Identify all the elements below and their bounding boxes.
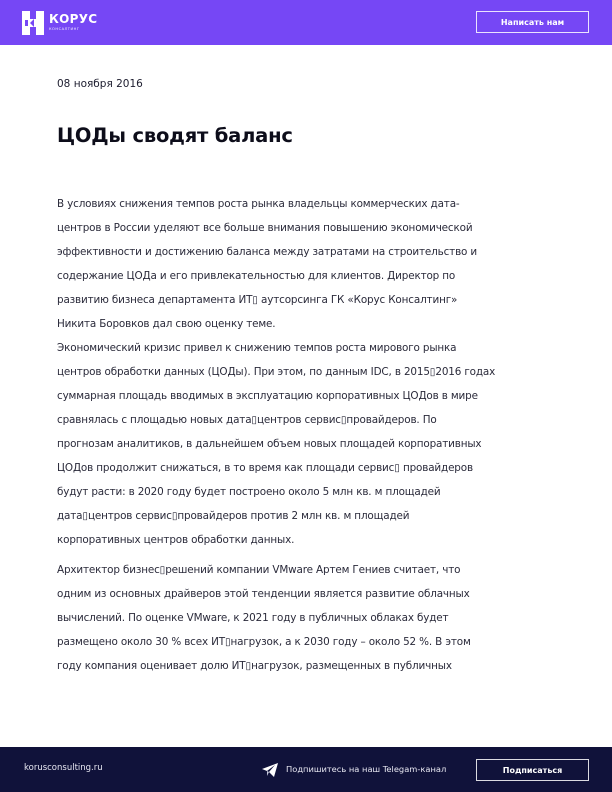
- site-footer: [0, 747, 612, 792]
- article-paragraph: [57, 558, 567, 678]
- text-line: ЦОДов продолжит снижаться, в то время как площади сервис▯ провайдеров: [57, 462, 473, 474]
- subscribe-button[interactable]: Подписаться: [476, 759, 589, 781]
- logo-name: КОРУС: [49, 12, 98, 26]
- text-line: будут расти: в 2020 году будет построено около 5 млн кв. м площадей: [57, 486, 441, 498]
- text-line: Архитектор бизнес▯решений компании VMware Артем Гениев считает, что: [57, 564, 461, 576]
- article-paragraph: [57, 192, 567, 336]
- write-to-us-button[interactable]: Написать нам: [476, 11, 589, 33]
- text-line: дата▯центров сервис▯провайдеров против 2 млн кв. м площадей: [57, 510, 410, 522]
- text-line: году компания оценивает долю ИТ▯нагрузок, размещенных в публичных: [57, 660, 452, 672]
- article-body: [57, 192, 567, 678]
- text-line: Никита Боровков дал свою оценку теме.: [57, 318, 276, 330]
- korus-logo[interactable]: [22, 10, 97, 35]
- text-line: эффективности и достижению баланса между затратами на строительство и: [57, 246, 478, 258]
- logo-subtitle: КОНСАЛТИНГ: [49, 27, 80, 31]
- text-line: размещено около 30 % всех ИТ▯нагрузок, а к 2030 году – около 52 %. В этом: [57, 636, 471, 648]
- site-header: [0, 0, 612, 45]
- text-line: В условиях снижения темпов роста рынка владельцы коммерческих дата-: [57, 198, 460, 210]
- site-link[interactable]: korusconsulting.ru: [24, 763, 103, 773]
- text-line: одним из основных драйверов этой тенденции является развитие облачных: [57, 588, 470, 600]
- article-date: 08 ноября 2016: [57, 78, 143, 90]
- text-line: Экономический кризис привел к снижению темпов роста мирового рынка: [57, 342, 457, 354]
- telegram-invite-text: Подпишитесь на наш Telegam-канал: [286, 764, 447, 774]
- text-line: вычислений. По оценке VMware, к 2021 году в публичных облаках будет: [57, 612, 449, 624]
- telegram-plane-icon: [262, 763, 278, 777]
- text-line: суммарная площадь вводимых в эксплуатацию корпоративных ЦОДов в мире: [57, 390, 478, 402]
- text-line: центров обработки данных (ЦОДы). При этом, по данным IDC, в 2015▯2016 годах: [57, 366, 496, 378]
- text-line: прогнозам аналитиков, в дальнейшем объем новых площадей корпоративных: [57, 438, 482, 450]
- text-line: корпоративных центров обработки данных.: [57, 534, 295, 546]
- korus-logo-mark-icon: [22, 11, 44, 35]
- article-paragraph: [57, 336, 567, 552]
- text-line: развитию бизнеса департамента ИТ▯ аутсорсинга ГК «Корус Консалтинг»: [57, 294, 458, 306]
- text-line: содержание ЦОДа и его привлекательностью для клиентов. Директор по: [57, 270, 456, 282]
- article-title: ЦОДы сводят баланс: [57, 124, 293, 147]
- text-line: центров в России уделяют все больше внимания повышению экономической: [57, 222, 473, 234]
- text-line: сравнялась с площадью новых дата▯центров сервис▯провайдеров. По: [57, 414, 437, 426]
- logo-wordmark: [49, 13, 97, 32]
